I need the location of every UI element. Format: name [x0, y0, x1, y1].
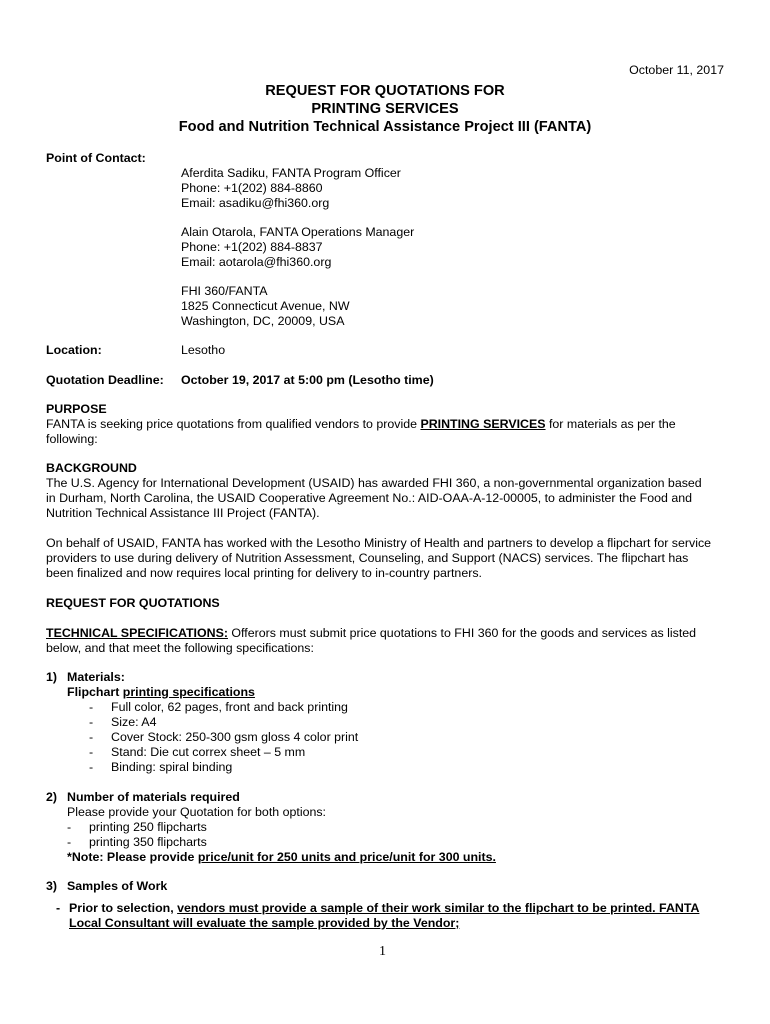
tech-specs-line-1 — [46, 626, 696, 641]
location-label: Location: — [46, 343, 102, 357]
purpose-text-start: FANTA is seeking price quotations from qualified vendors to provide — [46, 417, 421, 431]
contact-1-email: Email: asadiku@fhi360.org — [181, 196, 330, 210]
contact-2-phone: Phone: +1(202) 884-8837 — [181, 240, 323, 254]
material-spec-item — [89, 760, 232, 775]
number-required-number: 2) — [46, 790, 58, 804]
number-required-intro: Please provide your Quotation for both options: — [67, 805, 326, 819]
material-spec-item — [89, 715, 156, 730]
address-city: Washington, DC, 20009, USA — [181, 314, 345, 328]
dash-bullet: - — [89, 715, 94, 729]
dash-bullet: - — [89, 730, 94, 744]
contact-1-phone: Phone: +1(202) 884-8860 — [181, 181, 323, 195]
background-p1-line: The U.S. Agency for International Development (USAID) has awarded FHI 360, a non-governmental organization based — [46, 476, 702, 490]
dash-bullet: - — [89, 745, 94, 759]
material-spec-text: Cover Stock: 250-300 gsm gloss 4 color print — [111, 730, 359, 744]
purpose-text-end: for materials as per the — [545, 417, 676, 431]
materials-heading: Materials: — [67, 670, 125, 684]
materials-subheading — [67, 685, 255, 700]
material-spec-item — [89, 730, 358, 745]
material-spec-text: Binding: spiral binding — [111, 760, 233, 774]
dash-bullet: - — [67, 835, 72, 849]
quantity-option — [67, 820, 207, 835]
purpose-heading: PURPOSE — [46, 402, 107, 416]
samples-number: 3) — [46, 879, 58, 893]
samples-line-1-underlined: vendors must provide a sample of their work similar to the flipchart to be printed. FANTA — [177, 901, 700, 915]
background-heading: BACKGROUND — [46, 461, 137, 475]
pricing-note-plain: *Note: Please provide — [67, 850, 198, 864]
dash-bullet: - — [89, 700, 94, 714]
rfq-heading: REQUEST FOR QUOTATIONS — [46, 596, 220, 610]
number-required-heading: Number of materials required — [67, 790, 240, 804]
pricing-note-underlined: price/unit for 250 units and price/unit for 300 units. — [197, 850, 496, 864]
background-p1-line: Nutrition Technical Assistance III Project (FANTA). — [46, 506, 320, 520]
dash-bullet: - — [67, 820, 72, 834]
tech-specs-line-2: below, and that meet the following specifications: — [46, 641, 314, 655]
location-value: Lesotho — [181, 343, 226, 357]
quantity-option-text: printing 350 flipcharts — [89, 835, 207, 849]
background-p1-line: in Durham, North Carolina, the USAID Cooperative Agreement No.: AID-OAA-A-12-00005, to administer the Food and — [46, 491, 693, 505]
title-line-1: REQUEST FOR QUOTATIONS FOR — [265, 83, 505, 99]
contact-2-email: Email: aotarola@fhi360.org — [181, 255, 332, 269]
background-p2-line: providers to use during delivery of Nutrition Assessment, Counseling, and Support (NACS) services. The flipchart has — [46, 551, 689, 565]
purpose-text-line-2: following: — [46, 432, 98, 446]
materials-number: 1) — [46, 670, 58, 684]
point-of-contact-label: Point of Contact: — [46, 151, 146, 165]
contact-2-name: Alain Otarola, FANTA Operations Manager — [181, 225, 415, 239]
samples-line-1 — [56, 901, 699, 916]
deadline-value: October 19, 2017 at 5:00 pm (Lesotho time) — [181, 373, 434, 387]
purpose-text-line-1 — [46, 417, 676, 432]
deadline-label: Quotation Deadline: — [46, 373, 164, 387]
tech-specs-text: Offerors must submit price quotations to FHI 360 for the goods and services as listed — [227, 626, 697, 640]
contact-1-name: Aferdita Sadiku, FANTA Program Officer — [181, 166, 401, 180]
dash-bullet: - — [56, 901, 61, 915]
quantity-option — [67, 835, 207, 850]
address-org: FHI 360/FANTA — [181, 284, 268, 298]
pricing-note — [67, 850, 496, 865]
tech-specs-label: TECHNICAL SPECIFICATIONS: — [46, 626, 228, 640]
background-p2-line: On behalf of USAID, FANTA has worked with the Lesotho Ministry of Health and partners to develop a flipchart for service — [46, 536, 712, 550]
material-spec-text: Size: A4 — [111, 715, 157, 729]
title-line-2: PRINTING SERVICES — [311, 101, 459, 117]
materials-subheading-underlined: printing specifications — [122, 685, 255, 699]
purpose-printing-services: PRINTING SERVICES — [420, 417, 546, 431]
document-date: October 11, 2017 — [629, 63, 724, 77]
page-number: 1 — [379, 944, 386, 959]
quantity-option-text: printing 250 flipcharts — [89, 820, 207, 834]
material-spec-item — [89, 745, 305, 760]
material-spec-item — [89, 700, 348, 715]
samples-heading: Samples of Work — [67, 879, 168, 893]
background-p2-line: been finalized and now requires local printing for delivery to in-country partners. — [46, 566, 482, 580]
materials-subheading-plain: Flipchart — [67, 685, 123, 699]
samples-line-1-plain: Prior to selection, — [69, 901, 178, 915]
material-spec-text: Full color, 62 pages, front and back printing — [111, 700, 348, 714]
dash-bullet: - — [89, 760, 94, 774]
address-street: 1825 Connecticut Avenue, NW — [181, 299, 350, 313]
material-spec-text: Stand: Die cut correx sheet – 5 mm — [111, 745, 306, 759]
title-line-3: Food and Nutrition Technical Assistance Project III (FANTA) — [178, 119, 592, 135]
samples-line-2: Local Consultant will evaluate the sample provided by the Vendor; — [69, 916, 460, 930]
